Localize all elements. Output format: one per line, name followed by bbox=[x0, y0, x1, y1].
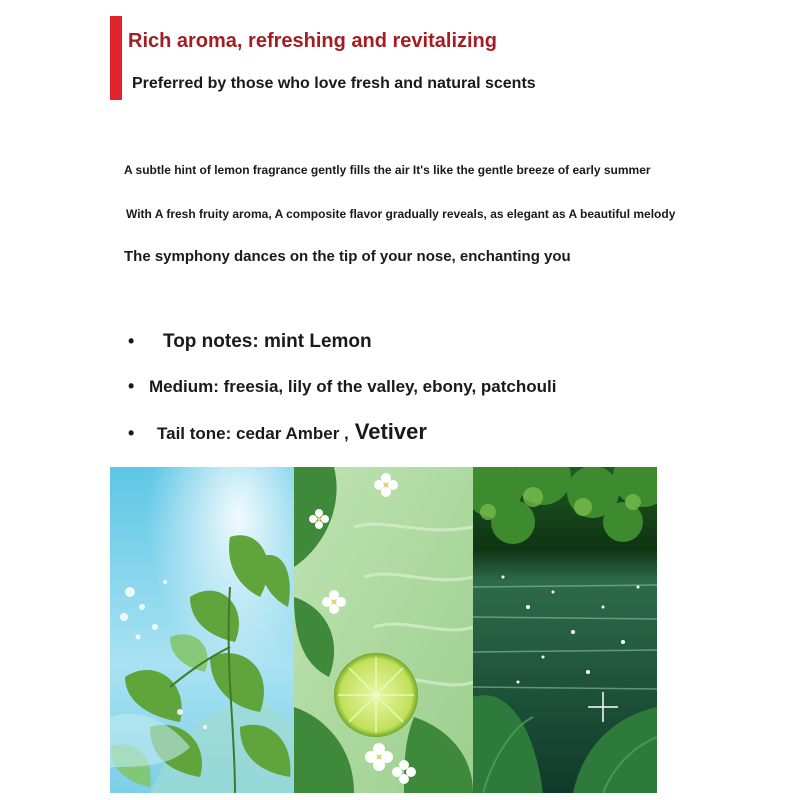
note-top bbox=[128, 331, 372, 353]
forest-river-image bbox=[473, 467, 657, 793]
description-line-3: The symphony dances on the tip of your nose, enchanting you bbox=[124, 248, 571, 265]
note-tail-emphasis: Vetiver bbox=[354, 419, 427, 444]
bullet-icon: • bbox=[128, 423, 135, 443]
note-top-text: Top notes: mint Lemon bbox=[163, 331, 372, 352]
description-line-1: A subtle hint of lemon fragrance gently fills the air It's like the gentle breeze of early summer bbox=[124, 163, 651, 177]
bullet-icon: • bbox=[128, 331, 135, 351]
image-strip bbox=[110, 467, 657, 793]
page-subtitle: Preferred by those who love fresh and natural scents bbox=[132, 75, 536, 92]
note-tail bbox=[128, 419, 427, 445]
lime-jasmine-water-image bbox=[294, 467, 473, 793]
mint-splash-image bbox=[110, 467, 294, 793]
accent-bar bbox=[110, 16, 122, 100]
description-line-2: With A fresh fruity aroma, A composite flavor gradually reveals, as elegant as A beautiful melody bbox=[126, 207, 676, 221]
bullet-icon: • bbox=[128, 376, 135, 396]
note-medium bbox=[128, 376, 556, 397]
note-medium-text: Medium: freesia, lily of the valley, ebony, patchouli bbox=[149, 377, 557, 396]
note-tail-text: Tail tone: cedar Amber , bbox=[157, 424, 349, 443]
page-title: Rich aroma, refreshing and revitalizing bbox=[128, 30, 497, 52]
